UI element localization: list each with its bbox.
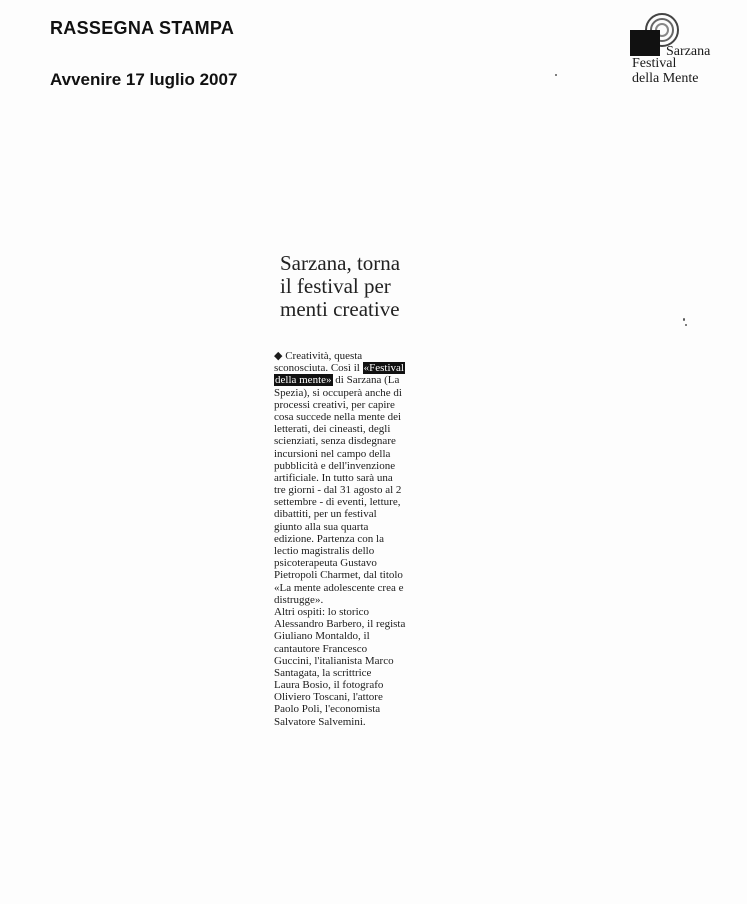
body-line: Giuliano Montaldo, il xyxy=(274,630,370,643)
body-line: «La mente adolescente crea e xyxy=(274,581,404,594)
newspaper-source-date: Avvenire 17 luglio 2007 xyxy=(50,70,238,89)
body-line: cosa succede nella mente dei xyxy=(274,410,402,423)
logo-text-della-mente: della Mente xyxy=(632,71,699,86)
body-line: Alessandro Barbero, il regista xyxy=(274,618,406,631)
festival-name-highlight: «Festival xyxy=(363,362,404,375)
bullet-icon: ◆ xyxy=(274,350,283,362)
logo-text-sarzana: Sarzana xyxy=(666,44,711,59)
scan-speck xyxy=(555,74,557,76)
body-line: giunto alla sua quarta xyxy=(274,520,369,533)
body-line: Santagata, la scrittrice xyxy=(274,666,372,679)
body-line: Paolo Poli, l'economista xyxy=(274,703,381,716)
body-line: Guccini, l'italianista Marco xyxy=(274,654,394,667)
logo-text-festival: Festival xyxy=(632,56,677,71)
body-line: incursioni nel campo della xyxy=(274,447,391,460)
body-line: letterati, dei cineasti, degli xyxy=(274,423,391,436)
press-review-title: RASSEGNA STAMPA xyxy=(50,18,235,38)
body-line: pubblicità e dell'invenzione xyxy=(274,459,396,472)
body-line: cantautore Francesco xyxy=(274,642,368,655)
body-line: edizione. Partenza con la xyxy=(274,532,384,545)
body-line: Altri ospiti: lo storico xyxy=(274,605,370,618)
scan-speck xyxy=(683,318,685,321)
body-line: processi creativi, per capire xyxy=(274,398,395,411)
headline-line: il festival per xyxy=(280,274,391,298)
article-body xyxy=(274,350,442,728)
body-line: Laura Bosio, il fotografo xyxy=(274,679,384,692)
body-line: ◆ Creatività, questa xyxy=(274,350,363,362)
article-headline xyxy=(280,252,470,321)
body-line: Pietropoli Charmet, dal titolo xyxy=(274,569,403,582)
body-line: Spezia), si occuperà anche di xyxy=(274,386,402,399)
body-line: Salvatore Salvemini. xyxy=(274,715,366,728)
festival-logo xyxy=(630,12,730,92)
body-line: scienziati, senza disdegnare xyxy=(274,435,396,448)
headline-line: menti creative xyxy=(280,297,400,321)
body-line: settembre - di eventi, letture, xyxy=(274,496,401,509)
headline-line: Sarzana, torna xyxy=(280,251,401,275)
body-line: tre giorni - dal 31 agosto al 2 xyxy=(274,484,402,497)
scan-speck xyxy=(685,324,687,326)
body-line: lectio magistralis dello xyxy=(274,545,375,557)
body-line: distrugge». xyxy=(274,593,324,606)
body-line: sconosciuta. Così il «Festival xyxy=(274,362,404,375)
festival-name-highlight: della mente» xyxy=(275,374,332,387)
body-line: Oliviero Toscani, l'attore xyxy=(274,691,383,704)
press-review-header xyxy=(50,18,237,90)
body-line: dibattiti, per un festival xyxy=(274,508,377,521)
logo-black-square xyxy=(630,30,660,56)
body-line: psicoterapeuta Gustavo xyxy=(274,557,377,570)
body-line: artificiale. In tutto sarà una xyxy=(274,471,393,484)
body-line: della mente» di Sarzana (La xyxy=(275,374,400,387)
